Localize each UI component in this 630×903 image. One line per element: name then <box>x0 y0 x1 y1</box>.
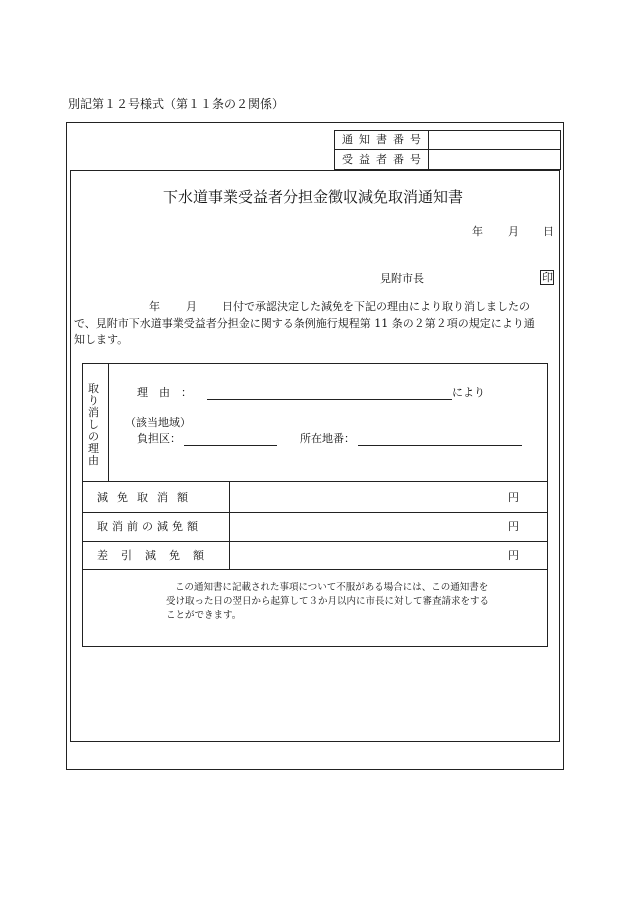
side-char: り <box>88 394 99 407</box>
net-amount-label: 差引減免額 <box>97 549 217 562</box>
net-amount-unit: 円 <box>508 549 519 562</box>
document-title: 下水道事業受益者分担金徴収減免取消通知書 <box>163 188 464 206</box>
reason-side-label <box>88 383 102 467</box>
area-heading: （該当地域） <box>125 416 191 429</box>
body-line-2: で、見附市下水道事業受益者分担金に関する条例施行規程第 11 条の２第２項の規定により通 <box>74 317 535 330</box>
side-char: 由 <box>88 454 99 467</box>
row-divider-2 <box>82 512 548 513</box>
row-divider-3 <box>82 541 548 542</box>
amount-column-divider <box>229 481 230 569</box>
reason-side-divider <box>108 363 109 481</box>
side-char: 取 <box>88 382 99 395</box>
header-column-divider <box>428 130 429 170</box>
notice-line-3: ことができます。 <box>166 610 242 621</box>
body-line-1: 日付で承認決定した減免を下記の理由により取り消しましたの <box>222 300 530 313</box>
side-char: し <box>88 418 99 431</box>
header-divider <box>334 149 561 150</box>
cancellation-amount-label: 減免取消額 <box>97 491 197 504</box>
row-divider-4 <box>82 569 548 570</box>
beneficiary-number-label: 受益者番号 <box>342 153 427 166</box>
address-input-line[interactable] <box>358 445 522 446</box>
notice-line-2: 受け取った日の翌日から起算して３か月以内に市長に対して審査請求をする <box>166 596 490 607</box>
reason-suffix: により <box>452 386 485 399</box>
seal-mark: 印 <box>542 271 553 284</box>
cancellation-amount-unit: 円 <box>508 491 519 504</box>
date-day: 日 <box>543 225 554 238</box>
address-label: 所在地番： <box>300 432 355 445</box>
reason-input-line[interactable] <box>207 399 452 400</box>
side-char: の <box>88 430 99 443</box>
body-year: 年 <box>149 300 160 313</box>
district-input-line[interactable] <box>184 445 277 446</box>
body-line-3: 知します。 <box>74 333 129 346</box>
reason-label: 理 由 ： <box>137 386 192 399</box>
notice-number-label: 通知書番号 <box>342 133 427 146</box>
form-label: 別記第１２号様式（第１１条の２関係） <box>68 97 285 111</box>
date-year: 年 <box>472 225 483 238</box>
district-label: 負担区： <box>137 432 181 445</box>
side-char: 消 <box>88 406 99 419</box>
date-month: 月 <box>508 225 519 238</box>
side-char: 理 <box>88 442 99 455</box>
body-month: 月 <box>186 300 197 313</box>
pre-cancel-amount-unit: 円 <box>508 520 519 533</box>
notice-line-1: この通知書に記載された事項について不服がある場合には、この通知書を <box>175 582 489 593</box>
row-divider-1 <box>82 481 548 482</box>
pre-cancel-amount-label: 取消前の減免額 <box>97 520 202 533</box>
issuer-name: 見附市長 <box>380 272 424 285</box>
